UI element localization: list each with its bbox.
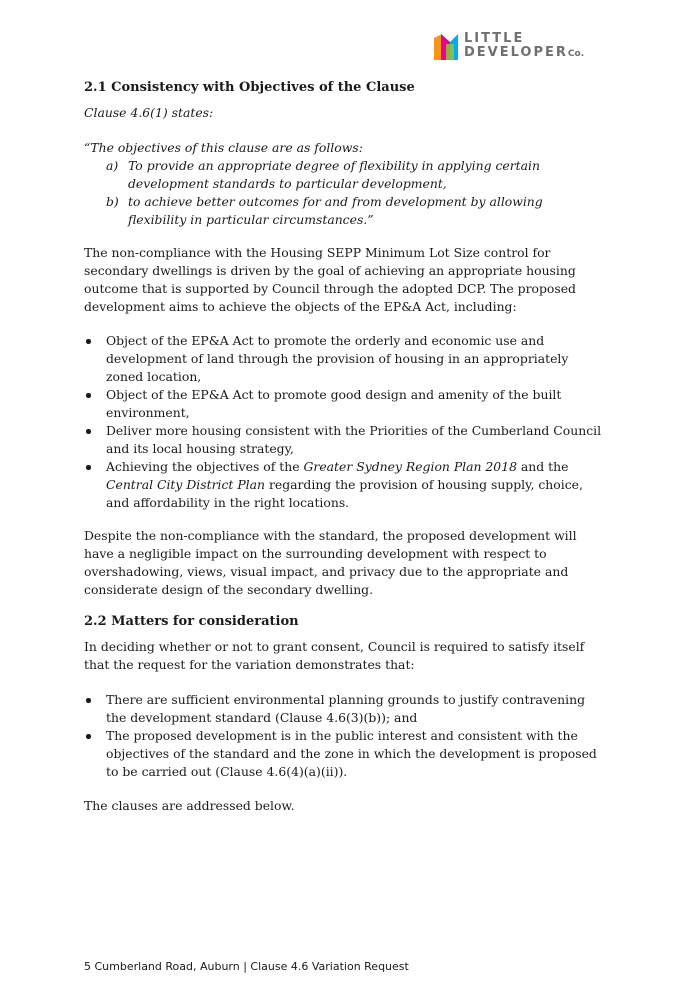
plan-title-region: Greater Sydney Region Plan 2018 [303,459,517,474]
logo-mark-icon [434,34,464,60]
section-1-heading-block [84,79,604,97]
page-footer: 5 Cumberland Road, Auburn | Clause 4.6 Variation Request [84,960,409,973]
list-item-label: a) [106,158,119,173]
considerations-bullet-list [84,691,604,781]
quote-lead: “The objectives of this clause are as follows: [84,140,363,155]
paragraph-block [84,527,604,599]
list-item [84,193,604,229]
body-paragraph: The clauses are addressed below. [84,798,295,813]
clause-intro-block [84,104,604,122]
list-item-label: b) [106,194,119,209]
logo-line-2 [464,46,584,61]
body-paragraph: Despite the non-compliance with the standard, the proposed development will have a negligible impact on the surrounding development with respect to overshadowing, views, visual impact, and privacy due to the appropriate and considerate design of the secondary dwelling. [84,528,577,597]
list-item [84,458,604,512]
list-item: Deliver more housing consistent with the Priorities of the Cumberland Council and its local housing strategy, [84,422,604,458]
objects-bullet-list [84,332,604,512]
list-item-text: to achieve better outcomes for and from development by allowing flexibility in particular circumstances.” [128,194,543,227]
section-2-heading-block [84,613,604,631]
list-item [84,157,604,193]
bullet-text-pre: Achieving the objectives of the [106,459,304,474]
body-paragraph: The non-compliance with the Housing SEPP Minimum Lot Size control for secondary dwellings is driven by the goal of achieving an appropriate housing outcome that is supported by Council through the adopted DCP. The proposed development aims to achieve the objects of the EP&A Act, including: [84,245,576,314]
bullet-text-post: regarding the provision of housing supply, choice, and affordability in the right locations. [106,477,583,510]
list-item: There are sufficient environmental planning grounds to justify contravening the development standard (Clause 4.6(3)(b)); and [84,691,604,727]
objectives-list [84,157,604,229]
logo-line-1: LITTLE [464,31,525,46]
list-item-text: To provide an appropriate degree of flexibility in applying certain development standards to particular development, [128,158,540,191]
considerations-bullet-block [84,691,604,781]
paragraph-block [84,244,604,316]
company-logo [434,32,604,62]
list-item: Object of the EP&A Act to promote the orderly and economic use and development of land through the provision of housing in an appropriately zoned location, [84,332,604,386]
body-paragraph: In deciding whether or not to grant consent, Council is required to satisfy itself that the request for the variation demonstrates that: [84,639,585,672]
bullet-text-mid: and the [516,459,569,474]
logo-suffix: Co. [567,49,585,59]
objects-bullet-block [84,332,604,512]
plan-title-district: Central City District Plan [106,477,265,492]
paragraph-block [84,797,604,815]
clause-intro: Clause 4.6(1) states: [84,105,214,120]
list-item: The proposed development is in the public interest and consistent with the objectives of the standard and the zone in which the development is proposed to be carried out (Clause 4.6(4)(a)(ii)). [84,727,604,781]
logo-wordmark [464,32,584,61]
paragraph-block [84,638,604,674]
section-heading: 2.2 Matters for consideration [84,614,299,629]
list-item: Object of the EP&A Act to promote good design and amenity of the built environment, [84,386,604,422]
quote-block [84,139,604,229]
section-heading: 2.1 Consistency with Objectives of the Clause [84,80,415,95]
logo-line-2-word: DEVELOPER [464,45,568,60]
